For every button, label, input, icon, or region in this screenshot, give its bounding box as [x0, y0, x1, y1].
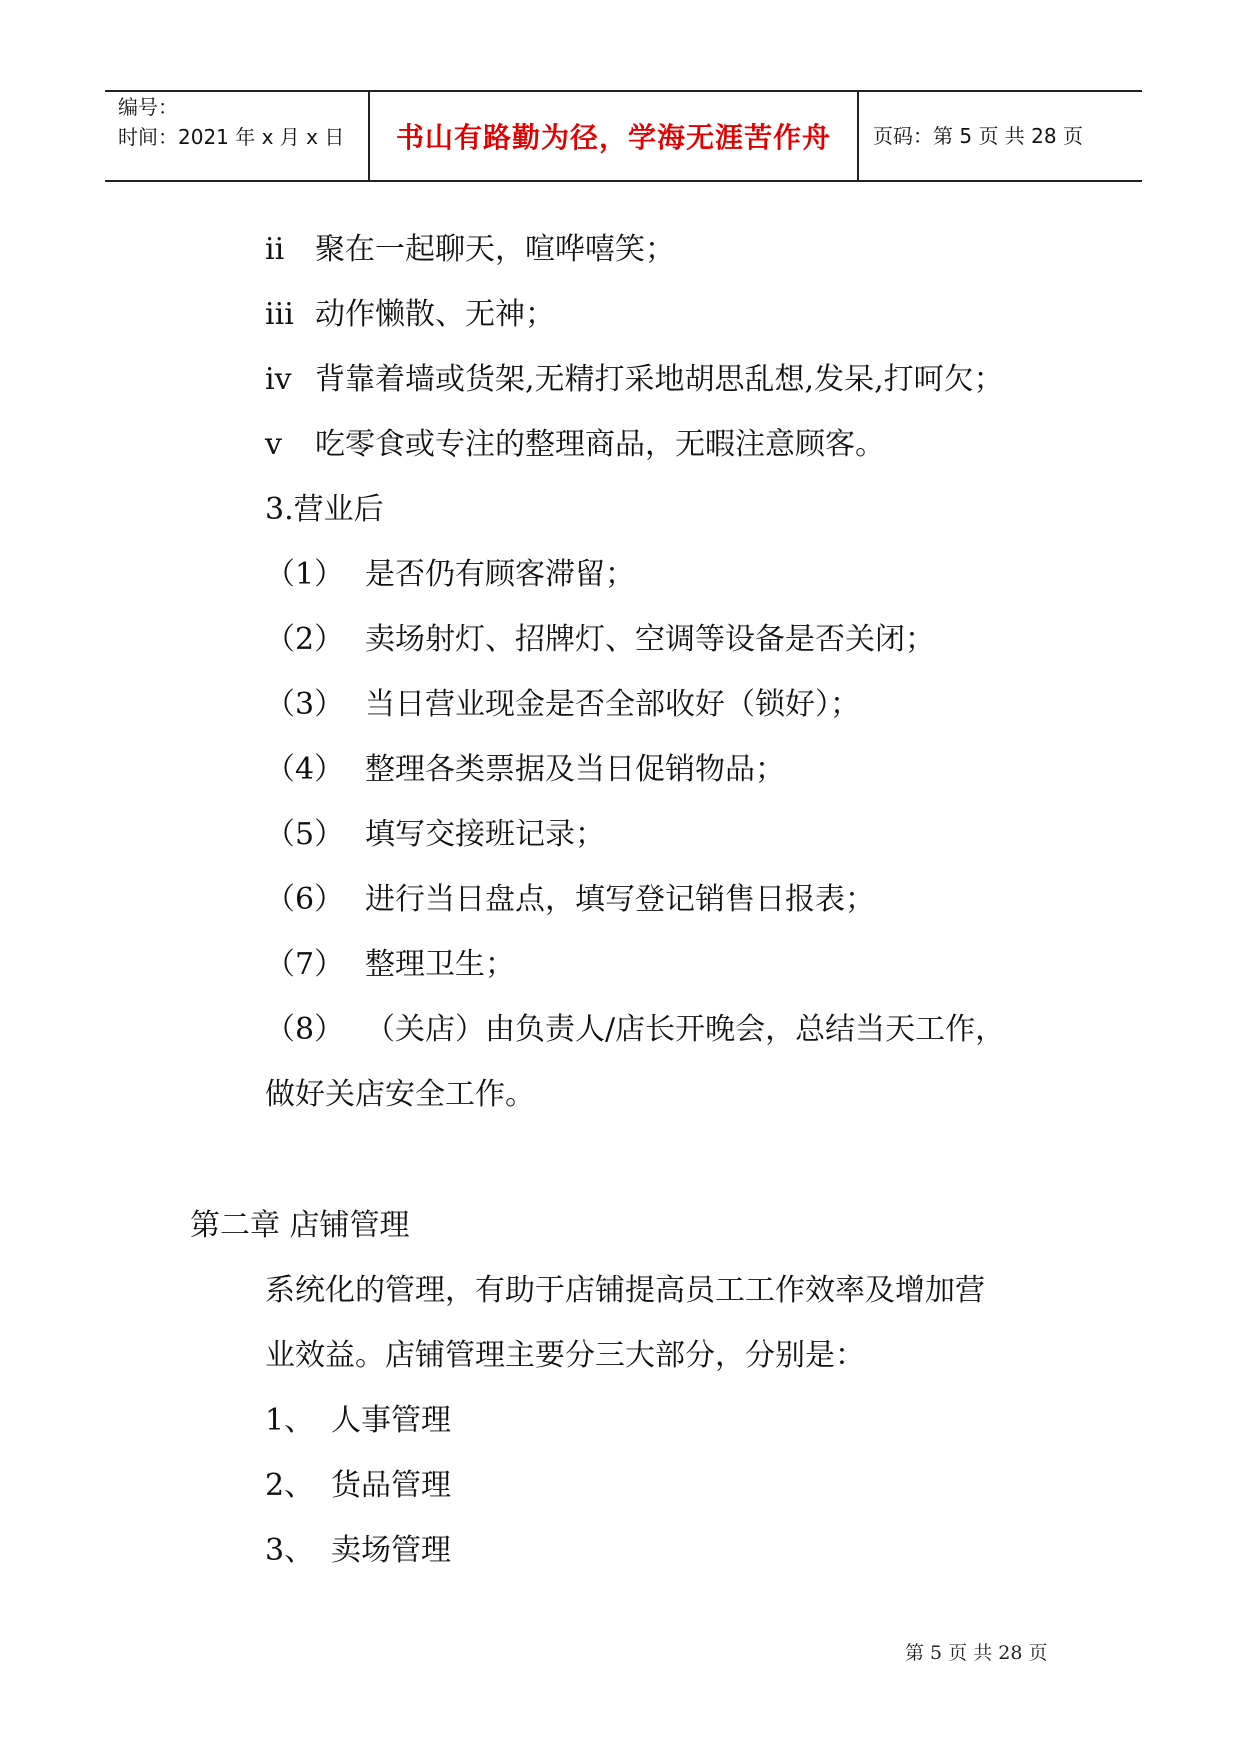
- behavior-text: 背靠着墙或货架,无精打采地胡思乱想,发呆,打呵欠；: [315, 362, 1004, 397]
- checklist-mark: （3）: [265, 687, 345, 722]
- checklist-item: [265, 874, 875, 918]
- header-bottom-rule: [105, 180, 1142, 182]
- checklist-text: 整理卫生；: [365, 947, 515, 982]
- checklist-text: 整理各类票据及当日促销物品；: [365, 752, 785, 787]
- behavior-text: 吃零食或专注的整理商品，无暇注意顾客。: [315, 427, 885, 462]
- part-text: 人事管理: [331, 1403, 451, 1438]
- header-motto: 书山有路勤为径，学海无涯苦作舟: [395, 121, 831, 154]
- behavior-item: [265, 289, 555, 333]
- checklist-text: 是否仍有顾客滞留；: [365, 557, 635, 592]
- part-text: 货品管理: [331, 1468, 451, 1503]
- behavior-item: [265, 419, 885, 463]
- checklist-text: 当日营业现金是否全部收好（锁好）；: [365, 687, 860, 722]
- header-page-code: 页码：第 5 页 共 28 页: [873, 124, 1083, 148]
- behavior-text: 聚在一起聊天，喧哗嘻笑；: [315, 232, 675, 267]
- management-part: [265, 1395, 451, 1439]
- behavior-item: [265, 354, 1004, 398]
- checklist-mark: （7）: [265, 947, 345, 982]
- chapter-title: 第二章 店铺管理: [190, 1208, 410, 1243]
- checklist-mark: （5）: [265, 817, 345, 852]
- part-text: 卖场管理: [331, 1533, 451, 1568]
- management-part: [265, 1525, 451, 1569]
- checklist-mark: （1）: [265, 557, 345, 592]
- behavior-mark: iv: [265, 362, 292, 397]
- behavior-text: 动作懒散、无神；: [315, 297, 555, 332]
- checklist-mark: （6）: [265, 882, 345, 917]
- part-mark: 1、: [265, 1403, 315, 1438]
- section-heading: 3.营业后: [265, 492, 384, 527]
- checklist-text: （关店）由负责人/店长开晚会，总结当天工作，: [365, 1012, 1006, 1047]
- chapter-intro-line: 业效益。店铺管理主要分三大部分，分别是：: [265, 1338, 865, 1373]
- page-footer: 第 5 页 共 28 页: [905, 1642, 1048, 1664]
- header-meta: [118, 92, 344, 152]
- chapter-intro-line: 系统化的管理，有助于店铺提高员工工作效率及增加营: [265, 1273, 985, 1308]
- header-divider-right: [857, 90, 859, 182]
- checklist-mark: （4）: [265, 752, 345, 787]
- part-mark: 2、: [265, 1468, 315, 1503]
- checklist-item: [265, 549, 635, 593]
- management-part: [265, 1460, 451, 1504]
- number-label: 编号：: [118, 95, 178, 119]
- checklist-item: [265, 939, 515, 983]
- part-mark: 3、: [265, 1533, 315, 1568]
- checklist-text: 进行当日盘点，填写登记销售日报表；: [365, 882, 875, 917]
- time-label: 时间：2021 年 x 月 x 日: [118, 125, 345, 149]
- checklist-item: [265, 679, 860, 723]
- checklist-text: 填写交接班记录；: [365, 817, 605, 852]
- checklist-text: 卖场射灯、招牌灯、空调等设备是否关闭；: [365, 622, 935, 657]
- checklist-mark: （8）: [265, 1012, 345, 1047]
- behavior-mark: v: [265, 427, 282, 462]
- checklist-item: [265, 1004, 1005, 1048]
- page-header: [105, 90, 1142, 182]
- behavior-mark: ii: [265, 232, 285, 267]
- behavior-mark: iii: [265, 297, 294, 332]
- checklist-item: [265, 744, 785, 788]
- checklist-mark: （2）: [265, 622, 345, 657]
- behavior-item: [265, 224, 675, 268]
- checklist-item: [265, 614, 935, 658]
- checklist-item: [265, 809, 605, 853]
- checklist-continuation: 做好关店安全工作。: [265, 1077, 535, 1112]
